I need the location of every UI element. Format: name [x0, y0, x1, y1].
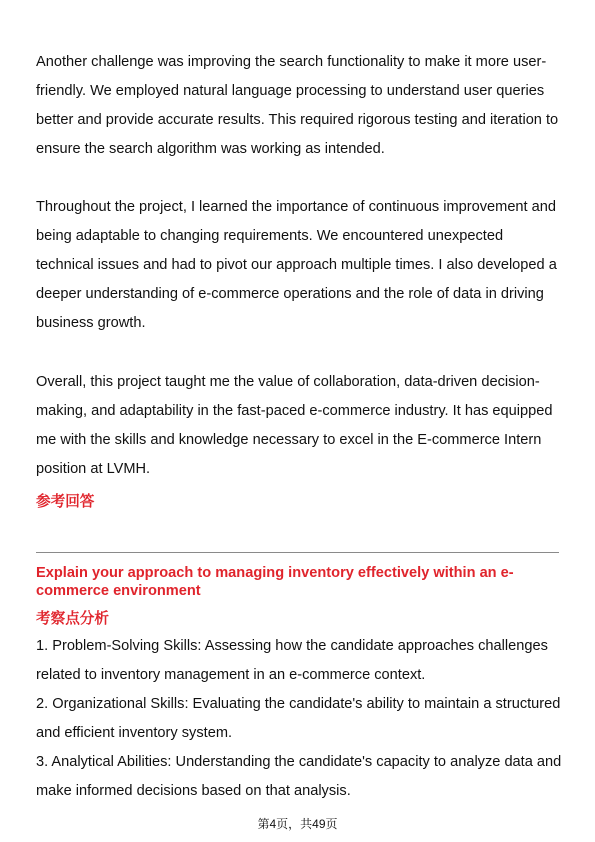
analysis-points: [36, 632, 562, 806]
list-item: 1. Problem-Solving Skills: Assessing how the candidate approaches challenges related to inventory management in an e-commerce context.: [36, 638, 548, 683]
list-item: 3. Analytical Abilities: Understanding the candidate's capacity to analyze data and make informed decisions based on that analysis.: [36, 754, 562, 799]
body-paragraph: Overall, this project taught me the value of collaboration, data-driven decision-making, and adaptability in the fast-paced e-commerce industry. It has equipped me with the skills and knowledge necessary to excel in the E-commerce Intern position at LVMH.: [36, 374, 553, 477]
reference-answer-label: 参考回答: [36, 494, 95, 510]
list-item: 2. Organizational Skills: Evaluating the candidate's ability to maintain a structured and efficient inventory system.: [36, 696, 561, 741]
body-paragraph: Throughout the project, I learned the importance of continuous improvement and being adaptable to changing requirements. We encountered unexpected technical issues and had to pivot our approach multiple times. I also developed a deeper understanding of e-commerce operations and the role of data in driving business growth.: [36, 199, 557, 331]
analysis-label: 考察点分析: [36, 611, 109, 627]
section-divider: [36, 552, 559, 553]
body-paragraph: Another challenge was improving the search functionality to make it more user-friendly. We employed natural language processing to understand user queries better and provide accurate results. This required rigorous testing and iteration to ensure the search algorithm was working as intended.: [36, 54, 559, 157]
page-footer: 第4页，共49页: [257, 817, 338, 831]
question-title: Explain your approach to managing inventory effectively within an e-commerce environment: [36, 565, 514, 599]
